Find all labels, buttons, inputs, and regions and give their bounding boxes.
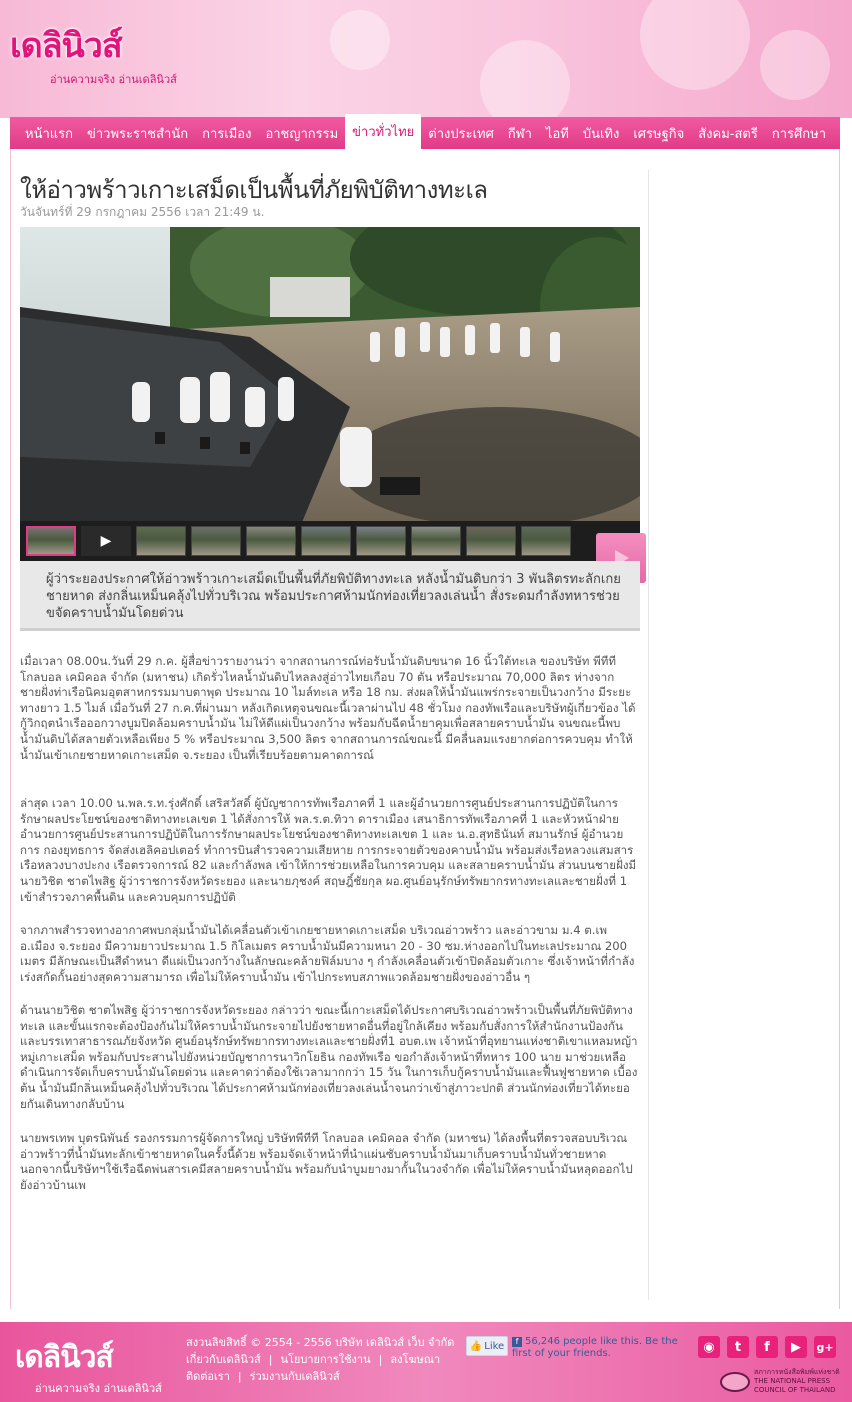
nav-item[interactable]: ต่างประเทศ [428,126,494,142]
gallery-thumbnail[interactable] [521,526,571,556]
copyright-text: สงวนลิขสิทธิ์ © 2554 - 2556 บริษัท เดลินิวส์ เว็บ จำกัด [186,1336,455,1349]
nav-item[interactable]: การศึกษา [771,126,827,142]
article-title: ให้อ่าวพร้าวเกาะเสม็ดเป็นพื้นที่ภัยพิบัติทางทะเล [20,176,488,204]
thumbs-up-icon: 👍 [469,1340,483,1352]
google-plus-icon[interactable]: g+ [814,1336,836,1358]
site-header [0,0,852,118]
press-council-emblem-icon [720,1372,750,1392]
nav-item[interactable]: หน้าแรก [25,126,73,142]
nav-item[interactable]: ข่าวพระราชสำนัก [87,126,189,142]
article-paragraph: จากภาพสำรวจทางอากาศพบกลุ่มน้ำมันได้เคลื่อนตัวเข้าเกยชายหาดเกาะเสม็ด บริเวณอ่าวพร้าว และอ่าวขาม ม.4 ต.เพ อ.เมือง จ.ระยอง มีความยาวประมาณ 1.5 กิโลเมตร คราบน้ำมันมีความหนา 20 - 30 ซม.ห่างออกไปในทะเลประมาณ 200 เมตร มีลักษณะเป็นสีดำหนา ดีแผ่เป็นวงกว้างในลักษณะคล้ายฟิล์มบาง ๆ กำลังเคลื่อนตัวเข้าปิดล้อมตัวเกาะ ซึ่งเจ้าหน้าที่กำลังเร่งสกัดกั้นอย่างสุดความสามารถ เพื่อไม่ให้คราบน้ำมัน เข้าไปกระทบสภาพแวดล้อมชายฝั่งของอ่าวอื่น ๆ [20,923,635,984]
footer-links-row [186,1352,454,1368]
footer-logo[interactable] [15,1334,162,1397]
footer-links-row [186,1369,454,1385]
footer-link[interactable]: ติดต่อเรา [186,1370,230,1383]
article-paragraph: นายพรเทพ บุตรนิพันธ์ รองกรรมการผู้จัดการใหญ่ บริษัทพีทีที โกลบอล เคมิคอล จำกัด (มหาชน) ได้ลงพื้นที่ตรวจสอบบริเวณอ่าวพร้าวที่น้ำมันทะลักเข้าชายหาดในครั้งนี้ด้วย พร้อมจัดเจ้าหน้าที่นำแผ่นซับคราบน้ำมันมาเก็บคราบน้ำมันทั่วชายหาด นอกจากนี้บริษัทฯใช้เรือฉีดพ่นสารเคมีสลายคราบน้ำมัน พร้อมกับนำบูมยางมากั้นในวงจำกัด เพื่อไม่ให้คราบน้ำมันหลุดออกไปยังอ่าวบ้านเพ [20,1131,633,1192]
facebook-icon[interactable]: f [756,1336,778,1358]
link-separator: | [378,1353,383,1366]
gallery-thumbnail[interactable] [136,526,186,556]
header-decoration [330,10,390,70]
article-paragraph: ล่าสุด เวลา 10.00 น.พล.ร.ท.รุ่งศักดิ์ เสริสวัสดิ์ ผู้บัญชาการทัพเรือภาคที่ 1 และผู้อำนวยการศูนย์ประสานการปฏิบัติในการรักษาผลประโยชน์ของชาติทางทะเลเขต 1 ได้สั่งการให้ พล.ร.ต.ทิวา ดาราเมือง เสนาธิการทัพเรือภาคที่ 1 และหัวหน้าฝ่ายอำนวยการศูนย์ประสานการปฏิบัติในการรักษาผลประโยชน์ของชาติทางทะเลเขต 1 และ น.อ.สุทธินันท์ สมานรักษ์ ผู้อำนวยการ กองยุทธการ จัดส่งเฮลิคอปเตอร์ ทำการบินสำรวจความเสียหาย การกระจายตัวของคาบน้ำมัน พร้อมส่งเรือหลวงแสมสาร เรือหลวงบางปะกง เรือตรวจการณ์ 82 และกำลังพล เข้าให้การช่วยเหลือในการควบคุม และสลายคราบน้ำมัน ส่วนบนชายฝั่งมี นายวิชิต ชาตไพสิฐ ผู้ว่าราชการจังหวัดระยอง และนายภุชงค์ สฤษฎิ์ชัยกุล ผอ.ศูนย์อนุรักษ์ทรัพยากรทางทะเลและชายฝั่งที่ 1 เข้าสำรวจภาคพื้นดิน และควบคุมการปฏิบัติ [20,796,637,904]
gallery-thumbnail[interactable] [246,526,296,556]
article-paragraph: ด้านนายวิชิต ชาตไพสิฐ ผู้ว่าราชการจังหวัดระยอง กล่าวว่า ขณะนี้เกาะเสม็ดได้ประกาศบริเวณอ่าวพร้าวเป็นพื้นที่ภัยพิบัติทางทะเล และขั้นแรกจะต้องป้องกันไม่ให้คราบน้ำมันกระจายไปยังชายหาดอื่นที่อยู่ใกล้เคียง พร้อมกับสั่งการให้สำนักงานป้องกันและบรรเทาสาธารณภัยจังหวัด ศูนย์อนุรักษ์ทรัพยากรทางทะเลและชายฝั่งที่1 อบต.เพ เจ้าหน้าที่อุทยานแห่งชาติเขาแหลมหญ้าหมู่เกาะเสม็ด พร้อมกับประสานไปยังหน่วยบัญชาการนาวิกโยธิน กองทัพเรือ ขอกำลังเจ้าหน้าที่ทหาร 100 นาย มาช่วยเหลือดำเนินการจัดเก็บคราบน้ำมันโดยด่วน และคาดว่าต้องใช้เวลามากกว่า 15 วัน ในการเก็บกู้คราบน้ำมันและฟื้นฟูชายหาด เบื้องต้น น้ำมันมีกลิ่นเหม็นคลุ้งไปทั่วบริเวณ ได้ประกาศห้ามนักท่องเที่ยวลงเล่นน้ำจนกว่าเข้าสู่ภาวะปกติ ส่วนนักท่องเที่ยวได้ทะยอยกันเดินทางกลับบ้าน [20,1003,638,1111]
beach-cleanup-photo [20,227,640,527]
footer-links [186,1335,454,1385]
play-icon: ▶ [100,533,112,549]
gallery-thumbnail[interactable] [356,526,406,556]
link-separator: | [237,1370,242,1383]
gallery-thumbnails [20,521,640,561]
nav-item[interactable]: เศรษฐกิจ [633,126,685,142]
header-decoration [640,0,750,90]
nav-item[interactable]: สังคม-สตรี [698,126,758,142]
footer-link[interactable]: เกี่ยวกับเดลินิวส์ [186,1353,261,1366]
article-date: วันจันทร์ที่ 29 กรกฎาคม 2556 เวลา 21:49 น. [20,205,265,219]
header-decoration [760,30,830,100]
rss-icon[interactable]: ◉ [698,1336,720,1358]
footer-logo-tagline: อ่านความจริง อ่านเดลินิวส์ [35,1382,162,1395]
footer-logo-text: เดลินิวส์ [15,1340,113,1375]
gallery-thumbnail[interactable] [301,526,351,556]
footer-link[interactable]: ร่วมงานกับเดลินิวส์ [249,1370,340,1383]
nav-item[interactable]: ข่าวทั่วไทย [345,114,421,149]
video-thumbnail[interactable] [81,526,131,556]
header-decoration [480,40,570,118]
press-council-text: สภาการหนังสือพิมพ์แห่งชาติ THE NATIONAL PRESS COUNCIL OF THAILAND [754,1368,840,1394]
facebook-like-text: 56,246 people like this. Be the first of your friends. [512,1336,678,1359]
link-separator: | [268,1353,273,1366]
gallery-thumbnail[interactable] [26,526,76,556]
logo-tagline: อ่านความจริง อ่านเดลินิวส์ [50,73,177,86]
nav-item[interactable]: อาชญากรรม [265,126,339,142]
nav-item[interactable]: ไอที [545,126,569,142]
logo-text: เดลินิวส์ [10,26,122,66]
footer-link[interactable]: นโยบายการใช้งาน [280,1353,371,1366]
main-nav [10,117,840,149]
gallery-thumbnail[interactable] [411,526,461,556]
nav-item[interactable]: การเมือง [202,126,252,142]
nav-item[interactable]: บันเทิง [582,126,620,142]
photo-caption: ผู้ว่าระยองประกาศให้อ่าวพร้าวเกาะเสม็ดเป็นพื้นที่ภัยพิบัติทางทะเล หลังน้ำมันดิบกว่า 3 พันลิตรทะลักเกยชายหาด ส่งกลิ่นเหม็นคลุ้งไปทั่วบริเวณ พร้อมประกาศห้ามนักท่องเที่ยวลงเล่นน้ำ สั่งระดมกำลังทหารช่วยขจัดคราบน้ำมันโดยด่วน [20,561,640,631]
facebook-icon: f [512,1337,522,1347]
press-council-logo[interactable] [720,1368,844,1395]
nav-item[interactable]: กีฬา [507,126,532,142]
site-logo[interactable] [10,18,177,88]
like-label: Like [484,1340,505,1352]
twitter-icon[interactable]: t [727,1336,749,1358]
footer-link[interactable]: ลงโฆษณา [390,1353,441,1366]
youtube-icon[interactable]: ▶ [785,1336,807,1358]
sidebar-divider [648,170,649,1300]
gallery-thumbnail[interactable] [466,526,516,556]
article-photo[interactable] [20,227,640,527]
article-paragraph: เมื่อเวลา 08.00น.วันที่ 29 ก.ค. ผู้สื่อข่าวรายงานว่า จากสถานการณ์ท่อรับน้ำมันดิบขนาด 16 นิ้วใต้ทะเล ของบริษัท พีทีที โกลบอล เคมิคอล จำกัด (มหาชน) เกิดรั่วไหลน้ำมันดิบไหลลงสู่อ่าวไทยเกือบ 70 ตัน หรือประมาณ 70,000 ลิตร ห่างจากชายฝั่งท่าเรือนิคมอุตสาหกรรมมาบตาพุด ประมาณ 10 ไมล์ทะเล หรือ 18 กม. ส่งผลให้น้ำมันแพร่กระจายเป็นวงกว้าง มีระยะทางยาว 1.5 ไมล์ เมื่อวันที่ 27 ก.ค.ที่ผ่านมา หลังเกิดเหตุจนขณะนี้เวลาผ่านไป 48 ชั่วโมง กองทัพเรือและบริษัทผู้เกี่ยวข้อง ได้กู้วิกฤตนำเรือออกวางบูมปิดล้อมคราบน้ำมัน ไม่ให้ดีแผ่เป็นวงกว้าง พร้อมกับฉีดน้ำยาคุมเพื่อสลายคราบน้ำมัน จนขณะนี้พบน้ำมันดิบได้สลายตัวเหลือเพียง 5 % หรือประมาณ 3,500 ลิตร จากสถานการณ์ขณะนี้ มีคลื่นลมแรงยากต่อการควบคุม ทำให้น้ำมันเข้าเกยชายหาดเกาะเสม็ด จ.ระยอง เป็นที่เรียบร้อยตามคาดการณ์ [20,654,636,762]
facebook-like-count [512,1336,692,1360]
gallery-thumbnail[interactable] [191,526,241,556]
facebook-like-button[interactable] [466,1336,508,1356]
